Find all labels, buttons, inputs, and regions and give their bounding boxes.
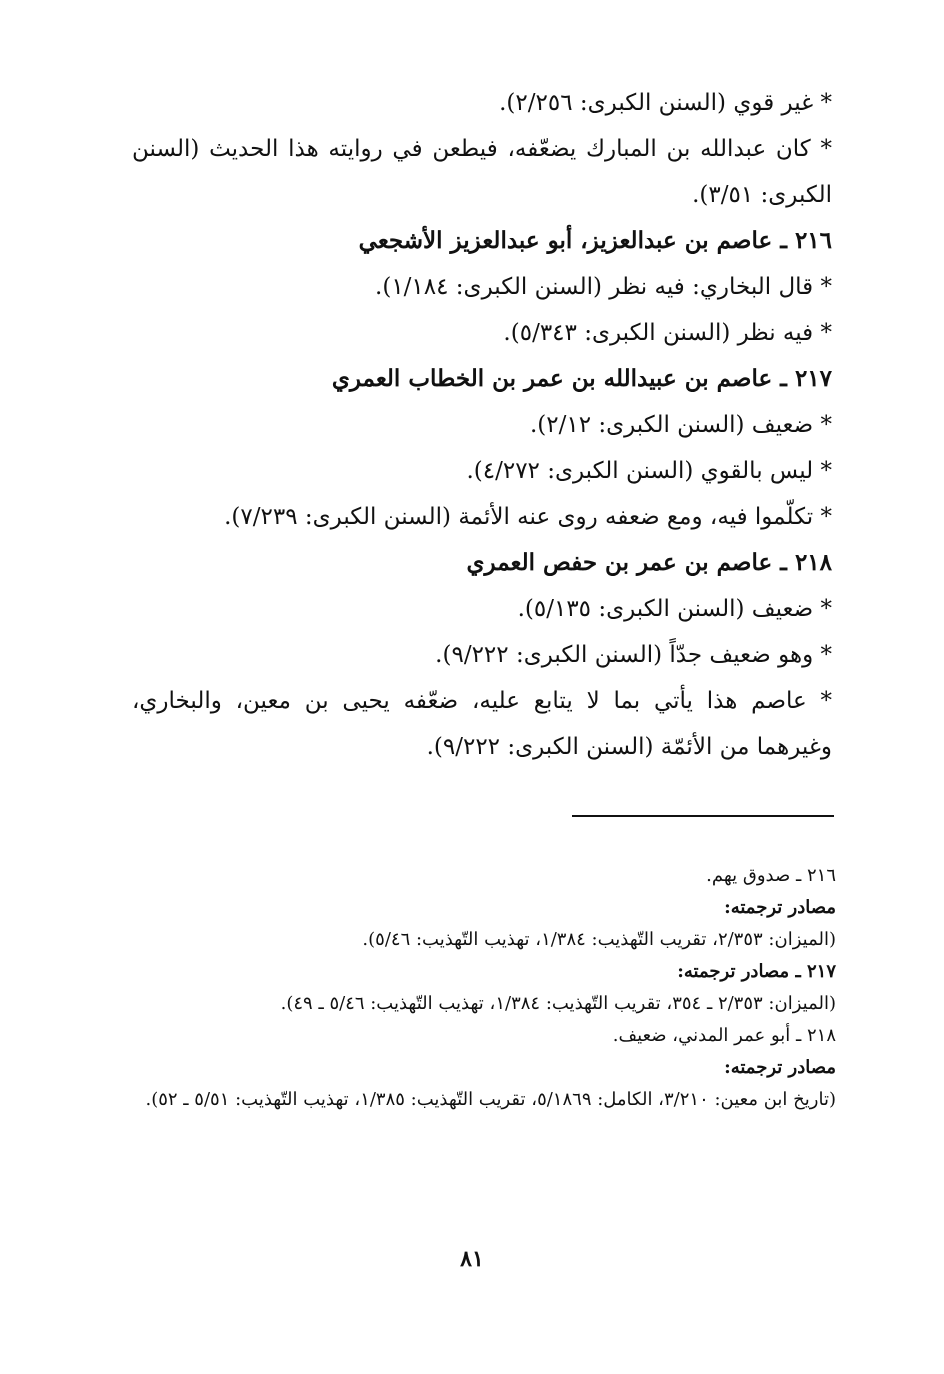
footnote-sources-label: مصادر ترجمته: [724, 1057, 836, 1078]
narrator-comment: * فيه نظر (السنن الكبرى: ٥/٣٤٣). [503, 320, 832, 346]
footnote-218: ٢١٨ ـ أبو عمر المدني، ضعيف. [612, 1025, 836, 1046]
footnote-sources: (الميزان: ٢/٣٥٣، تقريب التّهذيب: ١/٣٨٤، تهذيب التّهذيب: ٥/٤٦). [362, 929, 836, 950]
narrator-comment: * ضعيف (السنن الكبرى: ٢/١٢). [529, 412, 832, 438]
footnote-sources: (الميزان: ٢/٣٥٣ ـ ٣٥٤، تقريب التّهذيب: ١/٣٨٤، تهذيب التّهذيب: ٥/٤٦ ـ ٤٩). [280, 993, 836, 1014]
entry-heading-218: ٢١٨ ـ عاصم بن عمر بن حفص العمري [466, 549, 832, 576]
narrator-comment: * تكلّموا فيه، ومع ضعفه روى عنه الأئمة (السنن الكبرى: ٧/٢٣٩). [224, 504, 832, 530]
narrator-comment: * كان عبدالله بن المبارك يضعّفه، فيطعن في روايته هذا الحديث (السنن الكبرى: ٣/٥١). [132, 136, 832, 208]
entry-heading-216: ٢١٦ ـ عاصم بن عبدالعزيز، أبو عبدالعزيز الأشجعي [358, 227, 832, 254]
footnote-sources: (تاريخ ابن معين: ٣/٢١٠، الكامل: ٥/١٨٦٩، تقريب التّهذيب: ١/٣٨٥، تهذيب التّهذيب: ٥/٥١ ـ ٥٢). [145, 1089, 836, 1110]
page-number: ٨١ [460, 1246, 484, 1272]
narrator-comment: * قال البخاري: فيه نظر (السنن الكبرى: ١/١٨٤). [375, 274, 832, 300]
narrator-comment: * عاصم هذا يأتي بما لا يتابع عليه، ضعّفه يحيى بن معين، والبخاري، وغيرهما من الأئمّة (السنن الكبرى: ٩/٢٢٢). [132, 688, 832, 760]
entry-heading-217: ٢١٧ ـ عاصم بن عبيدالله بن عمر بن الخطاب العمري [331, 365, 832, 392]
narrator-comment: * غير قوي (السنن الكبرى: ٢/٢٥٦). [499, 90, 832, 116]
narrator-comment: * ضعيف (السنن الكبرى: ٥/١٣٥). [517, 596, 832, 622]
main-text [132, 80, 832, 770]
footnotes [134, 862, 836, 1118]
footnote-sources-label: مصادر ترجمته: [724, 897, 836, 918]
footnote-216: ٢١٦ ـ صدوق يهم. [706, 865, 836, 886]
narrator-comment: * وهو ضعيف جدّاً (السنن الكبرى: ٩/٢٢٢). [435, 642, 832, 668]
footnote-217: ٢١٧ ـ مصادر ترجمته: [677, 961, 836, 982]
footnote-separator [572, 815, 834, 817]
narrator-comment: * ليس بالقوي (السنن الكبرى: ٤/٢٧٢). [466, 458, 832, 484]
